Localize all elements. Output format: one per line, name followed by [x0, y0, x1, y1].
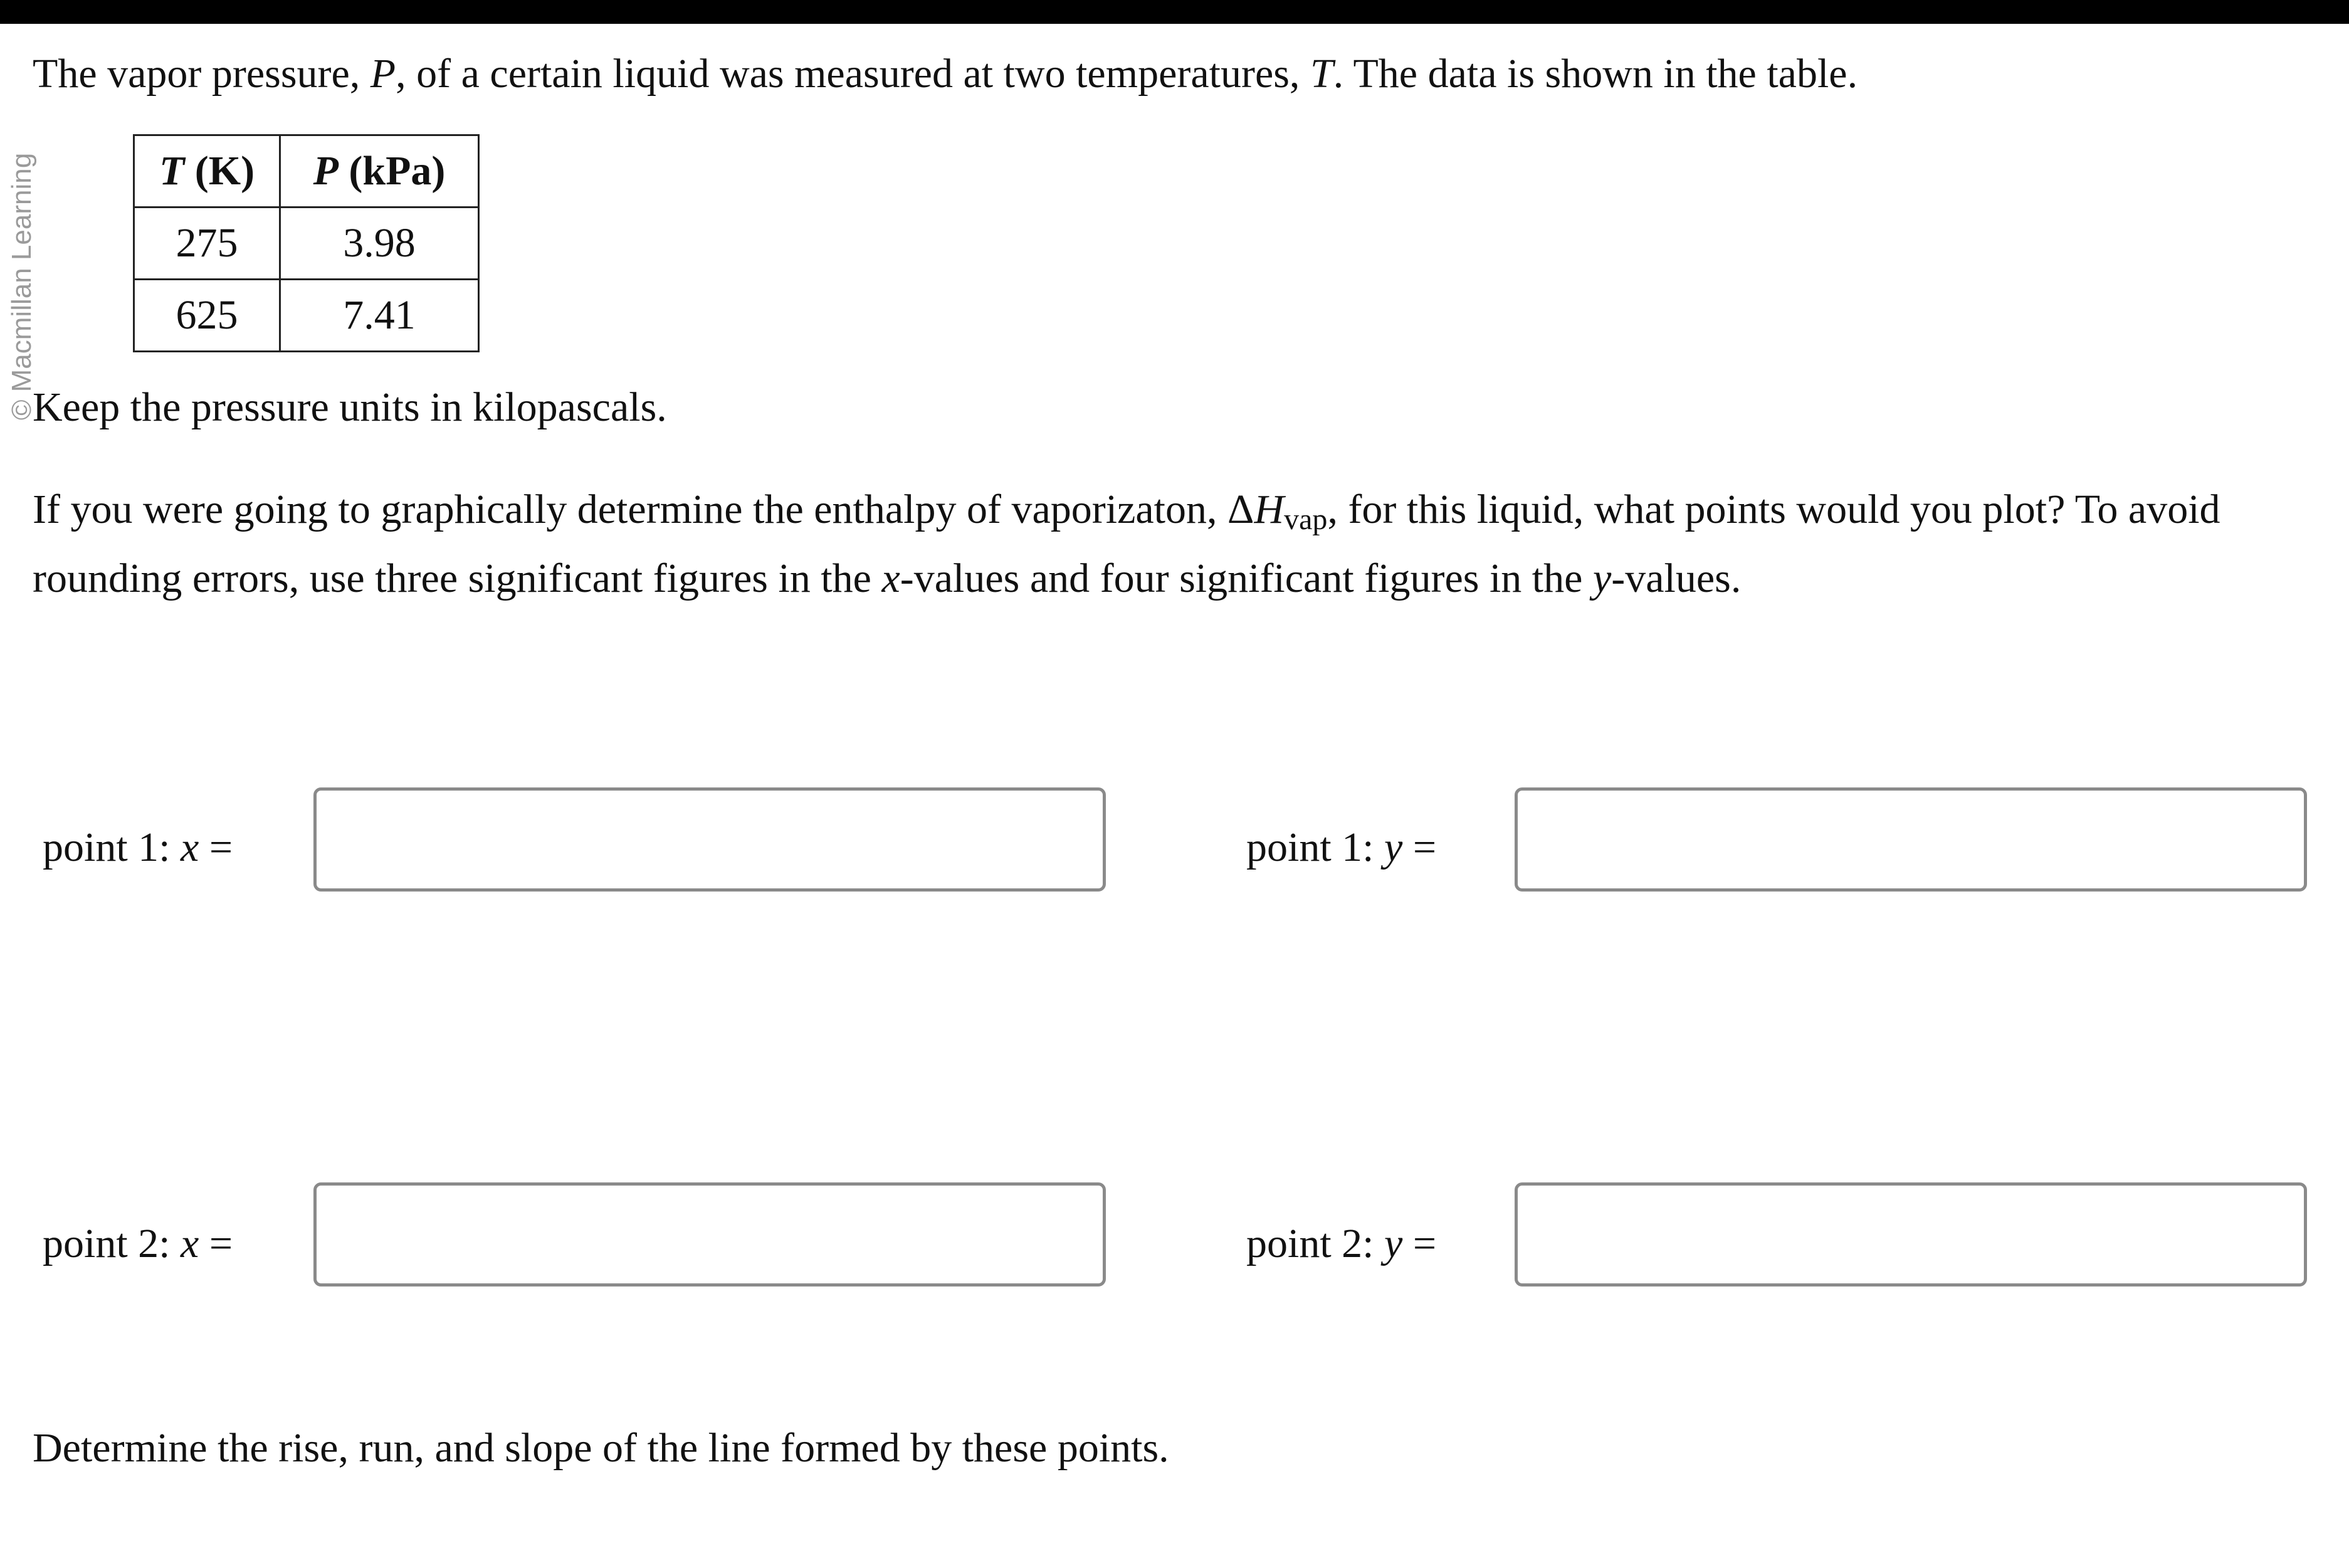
point1-y-input[interactable]: [1515, 787, 2307, 892]
table-row: [134, 280, 479, 352]
units-instruction: Keep the pressure units in kilopascals.: [33, 384, 667, 430]
variable-p: P: [370, 51, 396, 97]
question-text: If you were going to graphically determine the enthalpy of vaporizaton, $\Delta H_{vap}$, for this liquid, what points would you plot? To avoid rounding errors, use three significant figures in the x-values and four significant figures in the y-values.: [33, 487, 2220, 601]
determine-instruction: Determine the rise, run, and slope of the line formed by these points.: [33, 1425, 1169, 1471]
table-header-row: [134, 135, 479, 208]
table-row: [134, 208, 479, 280]
header-temperature: T (K): [134, 135, 280, 208]
point2-y-input[interactable]: [1515, 1182, 2307, 1286]
point1-x-label: point 1: x =: [43, 824, 233, 870]
top-bar: [0, 0, 2349, 24]
cell-temperature: 625: [134, 280, 280, 352]
data-table: [133, 134, 480, 352]
variable-t: T: [1310, 51, 1333, 97]
cell-pressure: 7.41: [280, 280, 479, 352]
point2-x-label: point 2: x =: [43, 1221, 233, 1266]
point1-y-label: point 1: y =: [1246, 824, 1437, 870]
copyright-watermark: © Macmillan Learning: [6, 152, 37, 420]
point1-x-input[interactable]: [313, 787, 1106, 892]
point2-y-label: point 2: y =: [1246, 1221, 1437, 1266]
point2-x-input[interactable]: [313, 1182, 1106, 1286]
cell-pressure: 3.98: [280, 208, 479, 280]
intro-text: The vapor pressure, P, of a certain liquid was measured at two temperatures, T. The data is shown in the table.: [33, 51, 1858, 97]
header-pressure: P (kPa): [280, 135, 479, 208]
cell-temperature: 275: [134, 208, 280, 280]
